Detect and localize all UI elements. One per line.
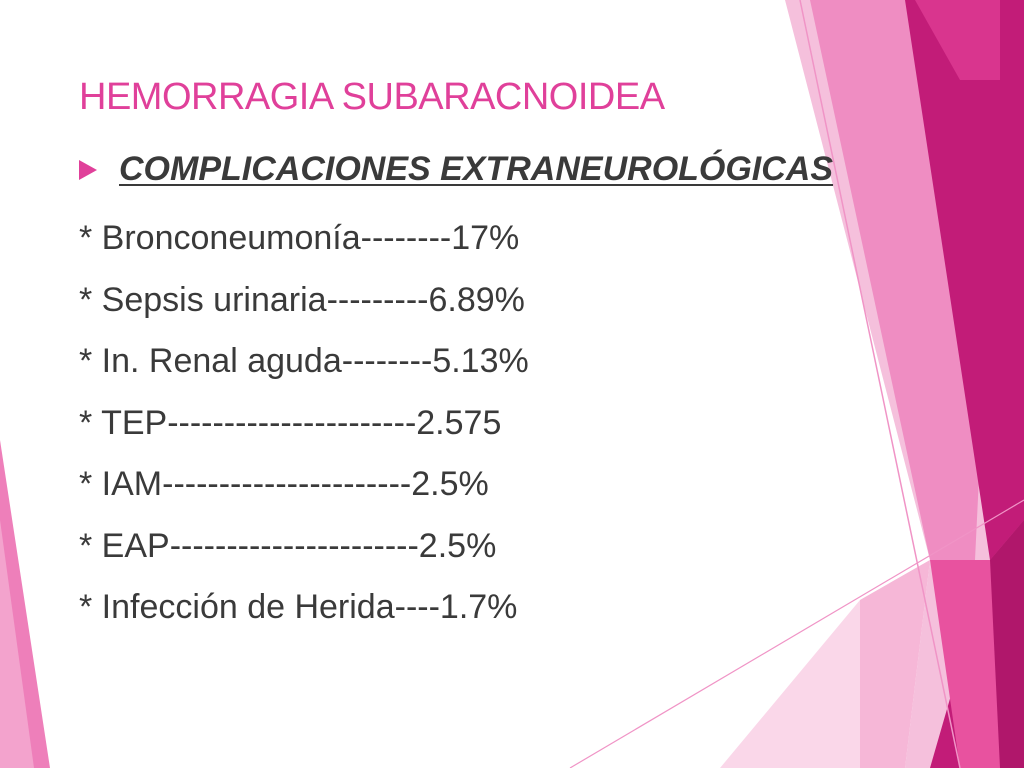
list-item: * TEP----------------------2.575: [79, 403, 502, 442]
list-item: * In. Renal aguda--------5.13%: [79, 342, 529, 380]
slide-title: HEMORRAGIA SUBARACNOIDEA: [79, 76, 665, 118]
subheading-row: [79, 150, 833, 189]
subheading-text: COMPLICACIONES EXTRANEUROLÓGICAS: [119, 150, 834, 188]
list-item: * Bronconeumonía--------17%: [79, 219, 520, 257]
list-item: * Sepsis urinaria---------6.89%: [79, 280, 525, 319]
list-item: * IAM----------------------2.5%: [79, 465, 489, 503]
complications-list: [79, 212, 529, 643]
list-item: * EAP----------------------2.5%: [79, 526, 497, 565]
triangle-right-icon: [79, 160, 97, 180]
list-item: * Infección de Herida----1.7%: [79, 588, 518, 626]
